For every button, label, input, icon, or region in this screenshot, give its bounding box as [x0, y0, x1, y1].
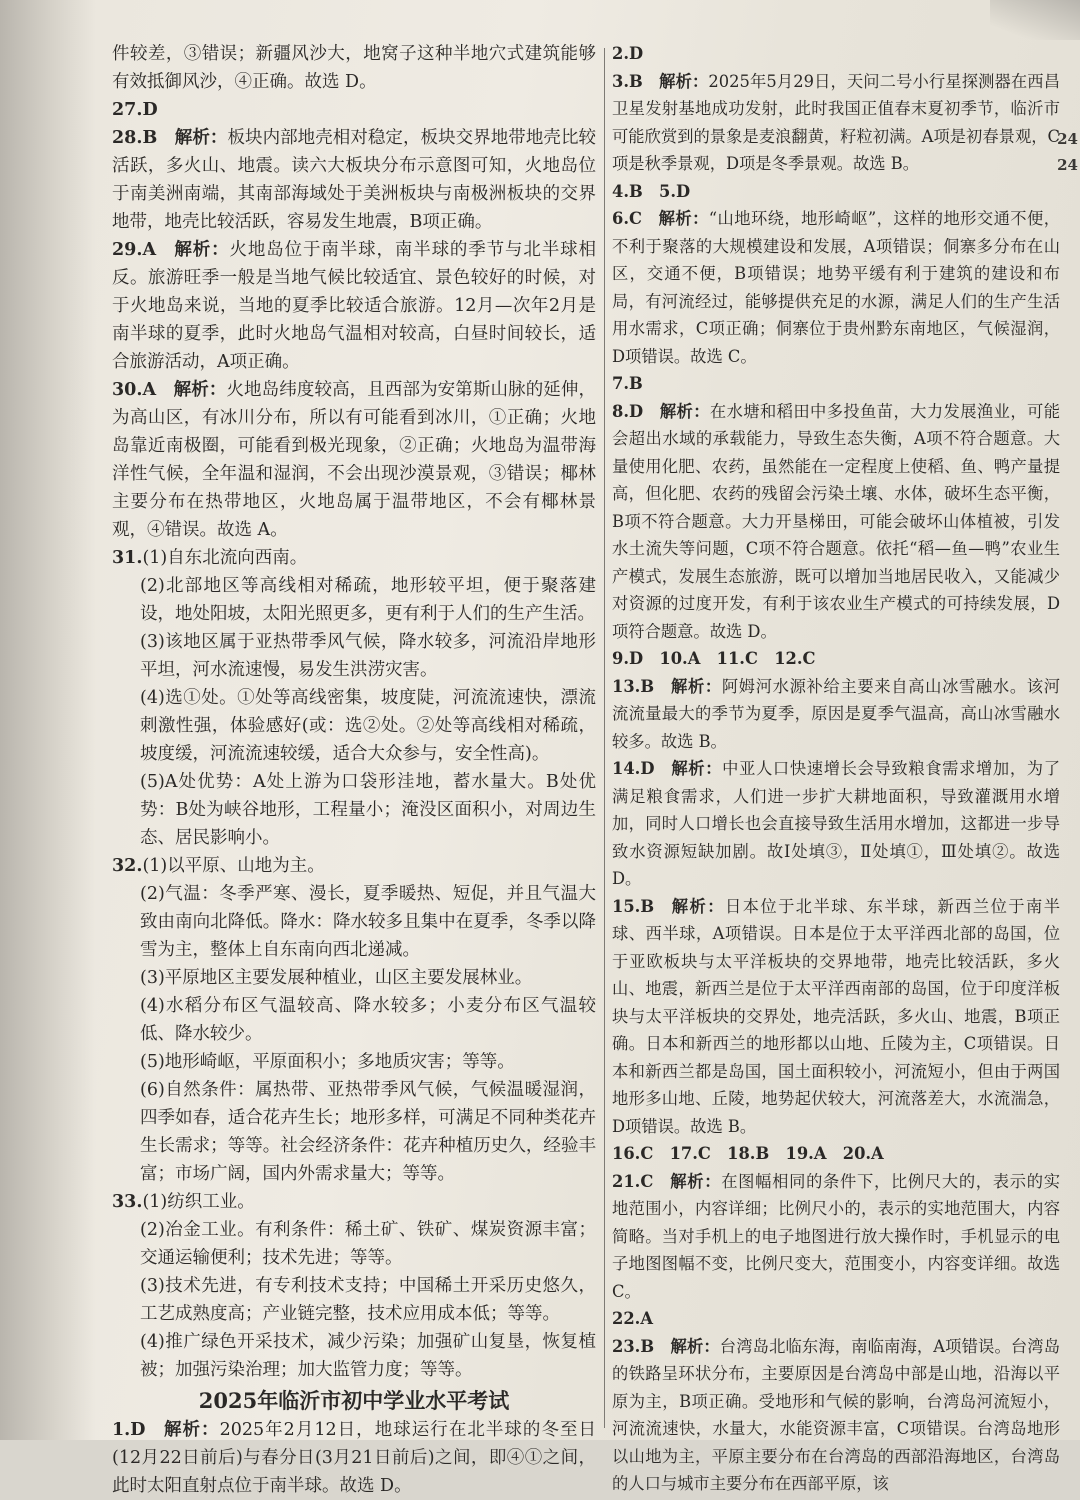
- explanation-text: 火地岛纬度较高，且西部为安第斯山脉的延伸，为高山区，有冰川分布，所以有可能看到冰川，①正确；火地岛靠近南极圈，可能看到极光现象，②正确；火地岛为温带海洋性气候，全年温和湿润，不会出现沙漠景观，③错误；椰林主要分布在热带地区，火地岛属于温带地区，不会有椰林景观，④错误。故选 A。: [112, 380, 597, 540]
- answer-explanation: [612, 68, 1060, 178]
- explanation-text: 在图幅相同的条件下，比例尺大的，表示的实地范围小，内容详细；比例尺小的，表示的实地范围大，内容简略。当对手机上的电子地图进行放大操作时，手机显示的电子地图图幅不变，比例尺变大，范围变小，内容变详细。故选 C。: [612, 1171, 1060, 1301]
- explanation-label: 解析：: [173, 240, 230, 260]
- question-number: 7.: [612, 374, 629, 393]
- explanation-label: 解析：: [669, 1171, 722, 1191]
- answer-row: 9.D 10.A 11.C 12.C: [612, 649, 816, 668]
- answer-part: (3)平原地区主要发展种植业，山区主要发展林业。: [140, 968, 533, 988]
- question-number: 27.: [112, 100, 143, 120]
- explanation-text: “山地环绕，地形崎岖”，这样的地形交通不便，不利于聚落的大规模建设和发展，A项错误；侗寨多分布在山区，交通不便，B项错误；地势平缓有利于建筑的建设和布局，有河流经过，能够提供充足的水源，满足人们的生产生活用水需求，C项正确；侗寨位于贵州黔东南地区，气候湿润，D项错误。故选 C。: [612, 209, 1060, 366]
- answer-part: (4)水稻分布区气温较高、降水较多；小麦分布区气温较低、降水较少。: [140, 996, 596, 1044]
- answer-part: (2)气温：冬季严寒、漫长，夏季暖热、短促，并且气温大致由南向北降低。降水：降水较多且集中在夏季，冬季以降雪为主，整体上自东南向西北递减。: [140, 884, 596, 960]
- answer-part: (2)冶金工业。有利条件：稀土矿、铁矿、煤炭资源丰富；交通运输便利；技术先进；等等。: [140, 1220, 596, 1268]
- spacer: [643, 72, 659, 91]
- question-number: 33.: [112, 1192, 143, 1212]
- question-number: 14.: [612, 759, 641, 778]
- answer-letter: B: [640, 676, 655, 696]
- spacer: [653, 1172, 669, 1191]
- explanation-label: 解析：: [173, 380, 227, 400]
- answer-row: 4.B 5.D: [612, 181, 691, 201]
- explanation-text: 板块内部地壳相对稳定，板块交界地带地壳比较活跃，多火山、地震。读六大板块分布示意图可知，火地岛位于南美洲南端，其南部海域处于美洲板块与南极洲板块的交界地带，地壳比较活跃，容易发生地震，B项正确。: [112, 128, 597, 232]
- answer-explanation: [612, 205, 1060, 370]
- answer-part: (1)纺织工业。: [142, 1192, 255, 1212]
- answer-multipart: [112, 1188, 596, 1216]
- explanation-label: 解析：: [658, 209, 709, 228]
- explanation-text: 阿姆河水源补给主要来自高山冰雪融水。该河流流量最大的季节为夏季，原因是夏季气温高，高山冰雪融水较多。故选 B。: [612, 676, 1060, 751]
- answer-letter: C: [640, 1171, 654, 1191]
- right-column: [612, 40, 1060, 1498]
- spacer: [654, 759, 670, 778]
- answer-multipart: [112, 852, 596, 880]
- explanation-text: 台湾岛北临东海，南临南海，A项错误。台湾岛的铁路呈环状分布，主要原因是台湾岛中部是山地，沿海以平原为主，B项正确。受地形和气候的影响，台湾岛河流短小，河流流速快，水量大，水能资源丰富，C项错误。台湾岛地形以山地为主，平原主要分布在台湾岛的西部沿海地区，台湾岛的人口与城市主要分布在西部平原，该: [612, 1336, 1060, 1493]
- question-number: 3.: [612, 71, 629, 91]
- section-title: 2025年临沂市初中学业水平考试: [198, 1388, 510, 1413]
- answer-explanation: [112, 124, 596, 236]
- explanation-text: 火地岛位于南半球，南半球的季节与北半球相反。旅游旺季一般是当地气候比较适宜、景色较好的时候，对于火地岛来说，当地的夏季比较适合旅游。12月—次年2月是南半球的夏季，此时火地岛气温相对较高，白昼时间较长，适合旅游活动，A项正确。: [112, 240, 597, 372]
- spacer: [156, 240, 174, 260]
- answer-letter: C: [629, 209, 642, 228]
- explanation-label: 解析：: [174, 128, 228, 148]
- answer-part: (4)推广绿色开采技术，减少污染；加强矿山复垦，恢复植被；加强污染治理；加大监管力度；等等。: [140, 1332, 596, 1380]
- answer-explanation: [112, 1416, 596, 1500]
- answer-part: (3)该地区属于亚热带季风气候，降水较多，河流沿岸地形平坦，河水流速慢，易发生洪涝灾害。: [140, 632, 596, 680]
- answer-letter: A: [640, 1309, 653, 1328]
- explanation-text: 中亚人口快速增长会导致粮食需求增加，为了满足粮食需求，人们进一步扩大耕地面积，导致灌溉用水增加，同时人口增长也会直接导致生活用水增加，这都进一步导致水资源短缺加剧。故Ⅰ处填③，Ⅱ处填①，Ⅲ处填②。故选 D。: [612, 759, 1060, 888]
- question-number: 30.: [112, 380, 143, 400]
- explanation-text: 日本位于北半球、东半球，新西兰位于南半球、西半球，A项错误。日本是位于太平洋西北部的岛国，位于亚欧板块与太平洋板块的交界地带，地壳比较活跃，多火山、地震，新西兰是位于太平洋西南部的岛国，位于印度洋板块与太平洋板块的交界处，地壳活跃，多火山、地震，B项正确。日本和新西兰的地形都以山地、丘陵为主，C项错误。日本和新西兰都是岛国，国土面积较小，河流短小，但由于两国地形多山地、丘陵，地势起伏较大，河流落差大，水流湍急，D项错误。故选 B。: [612, 896, 1060, 1136]
- question-number: 8.: [612, 401, 629, 421]
- explanation-label: 解析：: [670, 896, 725, 916]
- book-spine-shadow: [0, 0, 96, 1440]
- answer-part: (2)北部地区等高线相对稀疏，地形较平坦，便于聚落建设，地处阳坡，太阳光照更多，更有利于人们的生产生活。: [140, 576, 596, 624]
- answer-letter: D: [629, 44, 644, 63]
- question-number: 13.: [612, 676, 641, 696]
- answer-explanation: [612, 755, 1060, 893]
- answer-letter: B: [640, 1336, 655, 1356]
- answer-letter: D: [130, 1420, 146, 1440]
- spacer: [654, 897, 670, 916]
- answer-explanation: [612, 1333, 1060, 1498]
- answer-letter: D: [142, 100, 158, 120]
- answer-part: (1)自东北流向西南。: [142, 548, 308, 568]
- answer-letter: D: [629, 401, 644, 421]
- answer-explanation: [112, 376, 596, 544]
- answer-item: [612, 1305, 1060, 1333]
- question-number: 6.: [612, 209, 629, 228]
- answer-letter: D: [640, 759, 655, 778]
- answer-part: (4)选①处。①处等高线密集，坡度陡，河流流速快，漂流刺激性强，体验感好(或：选②处。②处等高线相对稀疏，坡度缓，河流流速较缓，适合大众参与，安全性高)。: [140, 688, 596, 764]
- question-number: 28.: [112, 128, 143, 148]
- question-number: 22.: [612, 1309, 641, 1328]
- answer-part: (3)技术先进，有专利技术支持；中国稀土开采历史悠久，工艺成熟度高；产业链完整，技术应用成本低；等等。: [140, 1276, 596, 1324]
- explanation-text: 2025年2月12日，地球运行在北半球的冬至日(12月22日前后)与春分日(3月21日前后)之间，即④①之间，此时太阳直射点位于南半球。故选 D。: [112, 1420, 597, 1496]
- question-number: 1.: [112, 1420, 131, 1440]
- answer-item: [612, 370, 1060, 398]
- answer-explanation: [612, 673, 1060, 756]
- left-column: [112, 40, 596, 1500]
- question-number: 31.: [112, 548, 143, 568]
- answer-explanation: [612, 398, 1060, 646]
- spacer: [654, 1337, 670, 1356]
- explanation-label: 解析：: [670, 676, 722, 696]
- spacer: [654, 677, 670, 696]
- answer-row: 16.C 17.C 18.B 19.A 20.A: [612, 1144, 884, 1163]
- explanation-text: 2025年5月29日，天问二号小行星探测器在西昌卫星发射基地成功发射，此时我国正值春末夏初季节，临沂市可能欣赏到的景象是麦浪翻黄，籽粒初满。A项是初春景观，C项是秋季景观，D项是冬季景观。故选 B。: [612, 71, 1060, 173]
- answer-item: [612, 40, 1060, 68]
- question-number: 2.: [612, 44, 629, 63]
- answer-continuation: 件较差，③错误；新疆风沙大，地窝子这种半地穴式建筑能够有效抵御风沙，④正确。故选 D。: [112, 44, 596, 92]
- spacer: [642, 209, 658, 228]
- question-number: 21.: [612, 1171, 641, 1191]
- answer-letter: B: [640, 896, 655, 916]
- edge-page-mark: 24: [1057, 156, 1078, 174]
- answer-explanation: [612, 893, 1060, 1141]
- answer-part: (5)地形崎岖，平原面积小；多地质灾害；等等。: [140, 1052, 515, 1072]
- answer-explanation: [112, 236, 596, 376]
- explanation-label: 解析：: [162, 1420, 220, 1440]
- column-divider: [604, 48, 605, 1428]
- spacer: [643, 402, 659, 421]
- answer-letter: B: [629, 374, 643, 393]
- answer-part: (5)A处优势：A处上游为口袋形洼地，蓄水量大。B处优势：B处为峡谷地形，工程量小；淹没区面积小，对周边生态、居民影响小。: [140, 772, 596, 848]
- question-number: 15.: [612, 896, 641, 916]
- edge-page-mark: 24: [1057, 130, 1078, 148]
- explanation-label: 解析：: [659, 71, 709, 91]
- answer-letter: B: [142, 128, 158, 148]
- spacer: [145, 1420, 163, 1440]
- answer-item: [112, 96, 596, 124]
- answer-letter: B: [629, 71, 643, 91]
- question-number: 32.: [112, 856, 143, 876]
- answer-multipart: [112, 544, 596, 572]
- page-corner-shadow: [990, 0, 1080, 40]
- explanation-text: 在水塘和稻田中多投鱼苗，大力发展渔业，可能会超出水域的承载能力，导致生态失衡，A项不符合题意。大量使用化肥、农药，虽然能在一定程度上使稻、鱼、鸭产量提高，但化肥、农药的残留会污染土壤、水体，破坏生态平衡，B项不符合题意。大力开垦梯田，可能会破坏山体植被，引发水土流失等问题，C项不符合题意。依托“稻—鱼—鸭”农业生产模式，发展生态旅游，既可以增加当地居民收入，又能减少对资源的过度开发，有利于该农业生产模式的可持续发展，D项符合题意。故选 D。: [612, 401, 1060, 641]
- question-number: 29.: [112, 240, 143, 260]
- answer-part: (6)自然条件：属热带、亚热带季风气候，气候温暖湿润，四季如春，适合花卉生长；地形多样，可满足不同种类花卉生长需求；等等。社会经济条件：花卉种植历史久，经验丰富；市场广阔，国内外需求量大；等等。: [140, 1080, 596, 1184]
- answer-letter: A: [142, 240, 157, 260]
- explanation-label: 解析：: [670, 759, 723, 778]
- answer-explanation: [612, 1168, 1060, 1306]
- answer-letter: A: [142, 380, 157, 400]
- explanation-label: 解析：: [659, 401, 710, 421]
- answer-part: (1)以平原、山地为主。: [142, 856, 325, 876]
- explanation-label: 解析：: [670, 1336, 720, 1356]
- question-number: 23.: [612, 1336, 641, 1356]
- spacer: [157, 128, 175, 148]
- spacer: [156, 380, 174, 400]
